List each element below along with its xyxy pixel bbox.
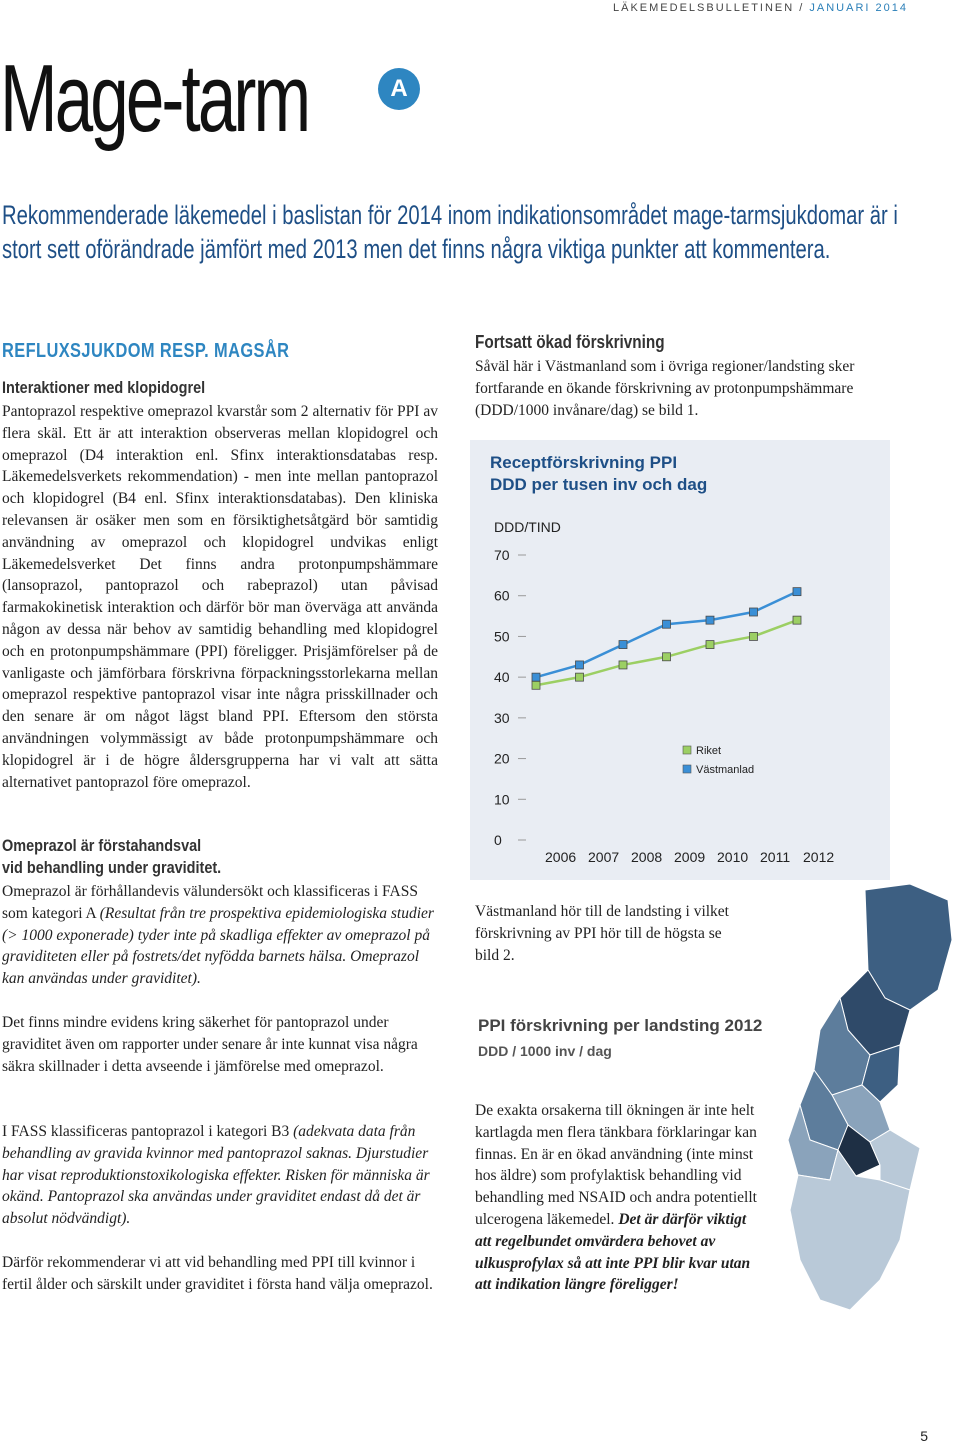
chart-legend-label: Västmanlad	[696, 764, 755, 776]
chart-y-tick-label: 60	[494, 587, 510, 604]
fass-paragraph-italic: (adekvata data från behandling av gravida kvinnor med pantoprazol saknas. Djurstudier har visat reproduktionstoxikologiska effekter. Risken för människa är okänd. Pantoprazol ska användas under graviditet endast då det är absolut nödvändigt).	[2, 1123, 430, 1228]
chart-x-tick-label: 2011	[760, 849, 791, 865]
lead-paragraph: Rekommenderade läkemedel i baslistan för 2014 inom indikationsområdet mage-tarmsjukdomar är i stort sett oförändrade jämfört med 2013 men det finns några viktiga punkter att kommentera.	[2, 200, 898, 264]
chart-y-tick-label: 10	[494, 791, 510, 808]
publication-name: LÄKEMEDELSBULLETINEN /	[613, 2, 805, 14]
chart-y-tick-label: 30	[494, 709, 510, 726]
chart-data-point	[619, 641, 627, 649]
chart-legend-swatch	[683, 746, 691, 754]
chart-legend-swatch	[683, 765, 691, 773]
chart-data-point	[750, 632, 758, 640]
chart-data-point	[793, 616, 801, 624]
subheading-interactions: Interaktioner med klopidogrel	[2, 378, 206, 397]
recommendation-paragraph: Därför rekommenderar vi att vid behandling med PPI till kvinnor i fertil ålder och särskilt under graviditet i första hand välja omeprazol.	[2, 1254, 433, 1293]
fass-paragraph-text: I FASS klassificeras pantoprazol i kategori B3	[2, 1123, 294, 1140]
map-title: PPI förskrivning per landsting 2012	[478, 1016, 763, 1035]
causes-paragraph-text: De exakta orsakerna till ökningen är inte helt kartlagda men flera tänkbara förklaringar kan finnas. En är en ökad användning (inte minst hos äldre) som profylaktisk behandling vid behandling med NSAID och andra potentiellt ulcerogena läkemedel.	[475, 1102, 757, 1228]
pregnancy-paragraph-text: Omeprazol är förhållandevis välundersökt och klassificeras i FASS som kategori A	[2, 883, 418, 922]
chart-y-axis-label: DDD/TIND	[494, 519, 561, 535]
sweden-map	[770, 880, 960, 1320]
chart-legend-label: Riket	[696, 745, 722, 757]
subheading-pregnancy-line1: Omeprazol är förstahandsval	[2, 836, 202, 855]
issue-date: JANUARI 2014	[809, 2, 908, 14]
chart-subtitle: DDD per tusen inv och dag	[490, 475, 708, 494]
subheading-pregnancy-line2: vid behandling under graviditet.	[2, 858, 222, 877]
page-number: 5	[920, 1428, 928, 1444]
interactions-paragraph: Pantoprazol respektive omeprazol kvarstår som 2 alternativ för PPI av flera skäl. Ett är att interaktion observeras mellan klopidogrel och omeprazol (D4 interaktion enl. Sfinx interaktionsdatabas resp. Läkemedelsverkets rekommendation) - men inte mellan pantoprazol och klopidogrel (B4 enl. Sfinx interaktionsdatabas). Den kliniska relevansen är osäker men som en försiktighetsåtgärd bör samtidig användning av omeprazol och klopidogrel undvikas enligt Läkemedelsverket Det finns andra protonpumpshämmare (lansoprazol, pantoprazol och rabeprazol) utan påvisad farmakokinetisk interaktion och därför bör man överväga att använda någon av dessa när behov av samtidig behandling med klopidogrel och en protonpumpshämmare (PPI) föreligger. Prisjämförelser på de vanligaste och jämförbara förskrivna förpackningsstorlekarna mellan omeprazol respektive pantoprazol visar inte några prisskillnader och den senare är om något lägst bland PPI. Eftersom den största användningen volymmässigt av både protonpumpshämmare och klopidogrel är i de högre åldersgrupperna har vi valt att sätta alternativet pantoprazol före omeprazol.	[2, 403, 438, 791]
chart-x-tick-label: 2007	[588, 849, 620, 865]
fass-paragraph	[2, 1121, 438, 1230]
chart-data-point	[663, 653, 671, 661]
page-title: Mage-tarm	[0, 45, 309, 152]
chart-data-point	[663, 620, 671, 628]
category-badge: A	[378, 68, 420, 110]
chart-x-tick-label: 2009	[674, 849, 706, 865]
increase-paragraph: Såväl här i Västmanland som i övriga regioner/landsting sker fortfarande en ökande förskrivning av protonpumpshämmare (DDD/1000 invånare/dag) se bild 1.	[475, 358, 855, 419]
chart-title: Receptförskrivning PPI	[490, 453, 678, 472]
chart-data-point	[706, 641, 714, 649]
chart-x-tick-label: 2010	[717, 849, 749, 865]
chart-data-point	[576, 673, 584, 681]
chart-y-tick-label: 70	[494, 547, 510, 563]
map-caption: Västmanland hör till de landsting i vilket förskrivning av PPI hör till de högsta se bild 2.	[475, 903, 729, 964]
chart-data-point	[532, 681, 540, 689]
publication-header	[613, 2, 908, 14]
chart-data-point	[750, 608, 758, 616]
chart-y-tick-label: 0	[494, 832, 502, 848]
chart-x-tick-label: 2012	[803, 849, 835, 865]
chart-data-point	[619, 661, 627, 669]
pregnancy-paragraph-italic: (Resultat från tre prospektiva epidemiologiska studier (> 1000 exponerade) tyder inte på skadliga effekter av omeprazol på graviditeten eller på fostrets/det nyfödda barnets hälsa. Omeprazol kan användas under graviditet).	[2, 904, 434, 988]
subheading-pregnancy	[2, 835, 221, 879]
chart-data-point	[793, 588, 801, 596]
chart-data-point	[576, 661, 584, 669]
subheading-increase: Fortsatt ökad förskrivning	[475, 332, 665, 352]
chart-y-tick-label: 50	[494, 628, 510, 645]
causes-paragraph	[475, 1100, 760, 1296]
section-title: REFLUXSJUKDOM RESP. MAGSÅR	[2, 340, 290, 362]
chart-x-tick-label: 2008	[631, 849, 663, 865]
chart-x-tick-label: 2006	[545, 849, 577, 865]
chart-data-point	[706, 616, 714, 624]
causes-paragraph-emphasis: Det är därför viktigt att regelbundet omvärdera behovet av ulkusprofylax så att inte PPI blir kvar utan att indikation längre föreligger!	[475, 1210, 751, 1294]
pantoprazol-evidence-paragraph: Det finns mindre evidens kring säkerhet för pantoprazol under graviditet även om rapporter under senare år inte kunnat visa några säkra skillnader i detta avseende i jämförelse med omeprazol.	[2, 1014, 418, 1075]
ppi-line-chart	[470, 440, 890, 880]
pregnancy-paragraph	[2, 881, 438, 990]
chart-data-point	[532, 673, 540, 681]
chart-y-tick-label: 40	[494, 669, 510, 686]
map-subtitle: DDD / 1000 inv / dag	[478, 1043, 612, 1059]
chart-y-tick-label: 20	[494, 750, 510, 767]
